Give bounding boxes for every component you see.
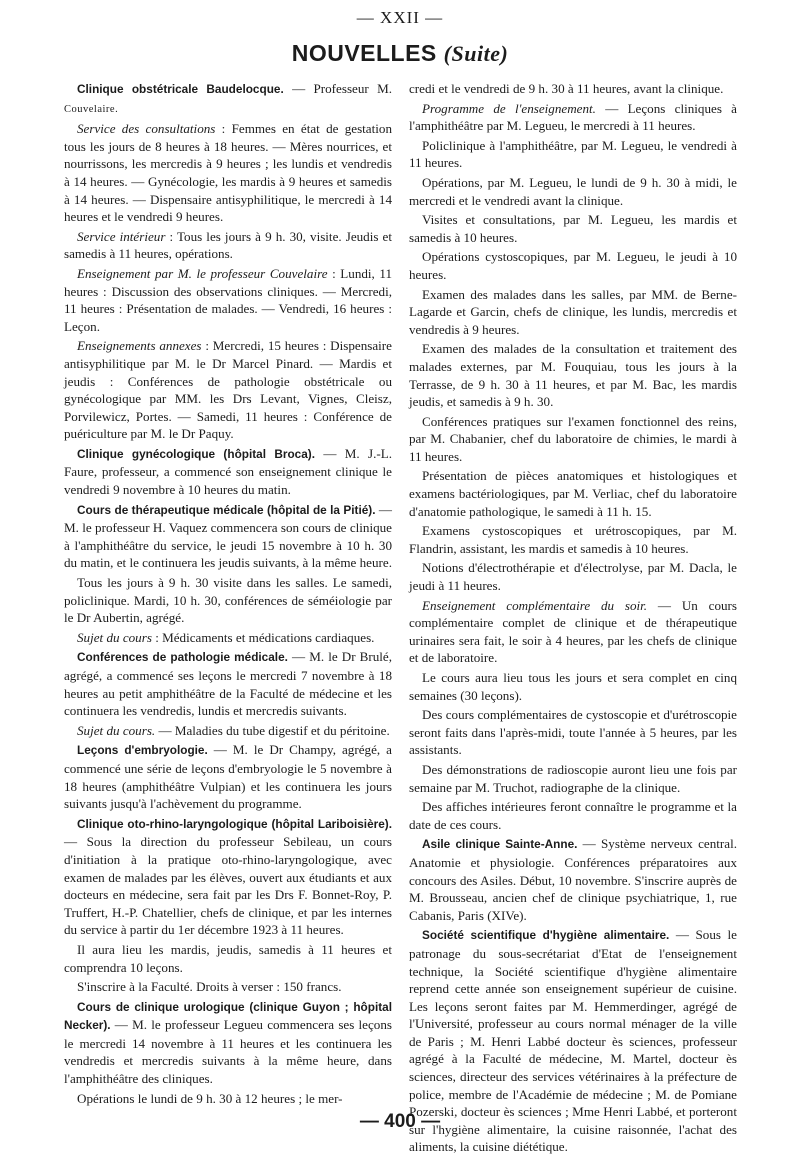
italic-lead: Service intérieur [77, 228, 166, 244]
paragraph [64, 978, 392, 996]
paragraph [409, 835, 737, 924]
italic-lead: Sujet du cours. [77, 722, 156, 738]
paragraph [64, 80, 392, 118]
paragraph [409, 100, 737, 135]
paragraph-text: — Professeur M. [283, 81, 392, 96]
paragraph [64, 629, 392, 647]
paragraph [64, 228, 392, 263]
paragraph [64, 265, 392, 335]
paragraph-text: Opérations, par M. Legueu, le lundi de 9 h. 30 à midi, le mercredi et le vendredi avant la clinique. [409, 174, 737, 208]
paragraph-text: — M. le professeur Legueu commencera ses leçons le mercredi 14 novembre à 11 heures et les continuera les vendredis et mercredis suivants à la même heure, dans l'amphithéâtre des cliniques. [64, 1017, 392, 1087]
roman-page-number: — XXII — [356, 8, 444, 27]
paragraph [409, 597, 737, 667]
paragraph [64, 815, 392, 939]
paragraph-text: — M. le Dr Brulé, agrégé, a commencé ses leçons le mercredi 7 novembre à 18 heures au petit amphithéâtre de la Faculté de médecine et les continuera les vendredis, lundis et mercredis suivants. [64, 649, 393, 719]
paragraph-text: — M. le Dr Champy, agrégé, a commencé une série de leçons d'embryologie le 5 novembre à 18 heures (amphithéâtre Vulpian) et les continuera les jours suivants jusqu'à l'achèvement du programme. [64, 742, 392, 812]
paragraph [409, 413, 737, 466]
paragraph [64, 722, 392, 740]
paragraph-text: Policlinique à l'amphithéâtre, par M. Legueu, le vendredi à 11 heures. [409, 137, 737, 171]
paragraph-text: — Sous la direction du professeur Sebileau, un cours d'initiation à la pratique oto-rhino-laryngologique, avec examen de malades par les élèves, ouvert aux étudiants et aux docteurs en médecine, sera fait par les Drs F. Bonnet-Roy, P. Truffert, H.-P. Chatellier, chefs de clinique, et par les internes du service à partir du 1er décembre 1923 à 11 heures. [64, 834, 392, 938]
section-heading: Leçons d'embryologie. [77, 743, 208, 758]
section-title-suffix: (Suite) [443, 41, 509, 66]
section-heading: Cours de clinique urologique (clinique Guyon ; hôpital Necker). [64, 999, 392, 1033]
paragraph [409, 174, 737, 209]
paragraph [409, 286, 737, 339]
paragraph-text: — Un cours complémentaire complet de clinique et de thérapeutique urinaires sera fait, le soir à 4 heures, par les chefs de clinique et de laboratoire. [409, 597, 737, 666]
paragraph-text: — M. J.-L. Faure, professeur, a commencé son enseignement clinique le vendredi 9 novembre à 10 heures du matin. [64, 445, 392, 498]
paragraph [64, 741, 392, 812]
paragraph-text: Il aura lieu les mardis, jeudis, samedis à 11 heures et comprendra 10 leçons. [64, 941, 392, 975]
paragraph-text: : Tous les jours à 9 h. 30, visite. Jeudis et samedis à 11 heures, opérations. [64, 228, 392, 262]
section-heading: Clinique gynécologique (hôpital Broca). [77, 446, 315, 461]
section-heading: Clinique oto-rhino-laryngologique (hôpital Lariboisière). [77, 816, 392, 831]
paragraph [409, 211, 737, 246]
paragraph-text: Visites et consultations, par M. Legueu, les mardis et samedis à 10 heures. [409, 212, 737, 245]
paragraph [409, 669, 737, 704]
paragraph [409, 559, 737, 594]
italic-lead: Programme de l'enseignement. [422, 100, 596, 116]
paragraph [409, 248, 737, 283]
paragraph [64, 941, 392, 976]
paragraph-text: Examen des malades dans les salles, par MM. de Berne-Lagarde et Garcin, chefs de clinique, les lundis, mercredis et vendredis à 9 heures. [409, 286, 737, 337]
paragraph-text: Examen des malades de la consultation et traitement des malades externes, par M. Fouquiau, tous les jours à la Terrasse, de 9 h. 30 à 11 heures, et par M. Bac, les mardis jeudis, et samedis à 9 h. 30. [409, 341, 737, 410]
paragraph-text: Opérations le lundi de 9 h. 30 à 12 heures ; le mer- [77, 1090, 343, 1106]
paragraph [409, 80, 737, 98]
paragraph [64, 337, 392, 443]
paragraph [409, 340, 737, 410]
paragraph-text: Notions d'électrothérapie et d'électrolyse, par M. Dacla, le jeudi à 11 heures. [409, 560, 737, 594]
paragraph-text: — Maladies du tube digestif et du péritoine. [155, 722, 390, 738]
paragraph-text: Opérations cystoscopiques, par M. Legueu, le jeudi à 10 heures. [409, 249, 737, 282]
paragraph-text: : Mercredi, 15 heures : Dispensaire antisyphilitique par M. le Dr Marcel Pinard. — Mardis et jeudis : Conférences de pathologie obstétricale ou gynécologique par MM. les Drs Levant, Vignes, Cleisz, Porvilewicz, Portes. — Samedi, 11 heures : Conférence de puériculture par M. le Dr Paquy. [64, 338, 392, 442]
italic-lead: Enseignement complémentaire du soir. [422, 597, 648, 613]
paragraph-text: credi et le vendredi de 9 h. 30 à 11 heures, avant la clinique. [409, 81, 724, 96]
paragraph-text: S'inscrire à la Faculté. Droits à verser : 150 francs. [77, 979, 342, 995]
section-heading: Clinique obstétricale Baudelocque. [77, 82, 284, 96]
section-heading: Asile clinique Sainte-Anne. [422, 837, 578, 852]
paragraph-text: — M. le professeur H. Vaquez commencera son cours de clinique à l'amphithéâtre du service, le jeudi 15 novembre à 10 h. 30 du matin, et le continuera les jeudis suivants, à la même heure. [64, 501, 392, 571]
section-heading: Conférences de pathologie médicale. [77, 650, 288, 665]
paragraph-text: Des démonstrations de radioscopie auront lieu une fois par semaine par M. Truchot, radiographe de la clinique. [409, 761, 737, 795]
paragraph-text: : Femmes en état de gestation tous les jours de 8 heures à 18 heures. — Mères nourrices, et nourrissons, les mercredis à 9 heures ; les lundis et vendredis à 14 heures. — Gynécologie, les mardis à 9 heures et samedis à 14 heures. — Dispensaire antisyphilitique, le mercredi à 14 heures et le vendredi 9 heures. [64, 121, 392, 225]
paragraph [64, 648, 392, 719]
paragraph [64, 501, 392, 572]
paragraph [409, 467, 737, 520]
paragraph [409, 522, 737, 557]
italic-lead: Enseignements annexes [77, 338, 202, 354]
page-title [0, 40, 800, 67]
paragraph [64, 445, 392, 499]
paragraph-text: Des cours complémentaires de cystoscopie et d'urétroscopie seront faits dans l'après-midi, toute l'année à 5 heures, par les assistants. [409, 707, 737, 758]
paragraph-text: Examens cystoscopiques et urétroscopiques, par M. Flandrin, assistant, les mardis et samedis à 10 heures. [409, 523, 737, 556]
left-column [64, 80, 392, 1109]
paragraph-text: : Médicaments et médications cardiaques. [151, 629, 375, 645]
paragraph-text: — Sous le patronage du sous-secrétariat d'Etat de l'enseignement technique, la Société scientifique d'hygiène alimentaire reprend cette année son enseignement supérieur de cuisine. Les leçons seront faites par M. Hemmerdinger, agrégé de l'Université, professeur au cours normal ménager de la ville de Paris ; M. Henri Labbé docteur ès sciences, professeur agrégé à la Faculté de médecine, M. Martel, docteur ès sciences, directeur des services vétérinaires à la préfecture de police, membre de l'Académie de médecine ; M. de Pomiane Pozerski, docteur ès sciences ; Mme Henri Labbé, et porteront sur l'hygiène alimentaire, la cuisine raisonnée, l'achat des aliments, la cuisine diététique. [409, 927, 737, 1155]
small-caps-name: Couvelaire. [64, 103, 119, 115]
paragraph [409, 706, 737, 759]
paragraph-text: Tous les jours à 9 h. 30 visite dans les salles. Le samedi, policlinique. Mardi, 10 h. 30, conférences de séméiologie par le Dr Aubertin, agrégé. [64, 575, 392, 626]
paragraph-text: Conférences pratiques sur l'examen fonctionnel des reins, par M. Chabanier, chef du laboratoire de chimies, le mardi à 11 heures. [409, 413, 737, 464]
paragraph [409, 798, 737, 833]
section-heading: Société scientifique d'hygiène alimentaire. [422, 928, 670, 943]
italic-lead: Service des consultations [77, 121, 216, 137]
paragraph-text: Le cours aura lieu tous les jours et sera complet en cinq semaines (30 leçons). [409, 670, 737, 703]
section-title: NOUVELLES [291, 40, 437, 66]
italic-lead: Sujet du cours [77, 629, 152, 645]
paragraph-text: — Leçons cliniques à l'amphithéâtre par M. Legueu, le mercredi à 11 heures. [409, 100, 737, 134]
paragraph [64, 998, 392, 1088]
paragraph-text: Présentation de pièces anatomiques et histologiques et examens bactériologiques, par M. Verliac, chef du laboratoire d'anatomie pathologique, le samedi à 11 h. 15. [409, 468, 737, 519]
paragraph [64, 574, 392, 627]
paragraph [409, 761, 737, 796]
paragraph [64, 1090, 392, 1108]
folio-page-number: — 400 — [359, 1111, 441, 1132]
paragraph-text: — Système nerveux central. Anatomie et physiologie. Conférences préparatoires aux concours des Asiles. Début, 10 novembre. S'inscrire auprès de M. Brousseau, ancien chef de clinique psychiatrique, 1, rue Cabanis, Paris (XIVe). [409, 836, 737, 923]
paragraph [409, 137, 737, 172]
paragraph-text: Des affiches intérieures feront connaître le programme et la date de ces cours. [409, 799, 737, 832]
section-heading: Cours de thérapeutique médicale (hôpital de la Pitié). [77, 502, 376, 517]
paragraph-text: : Lundi, 11 heures : Discussion des observations cliniques. — Mercredi, 11 heures : Présentation de malades. — Vendredi, 16 heures : Leçon. [64, 265, 392, 334]
right-column [409, 80, 737, 1158]
italic-lead: Enseignement par M. le professeur Couvelaire [77, 265, 328, 281]
paragraph [64, 120, 392, 226]
